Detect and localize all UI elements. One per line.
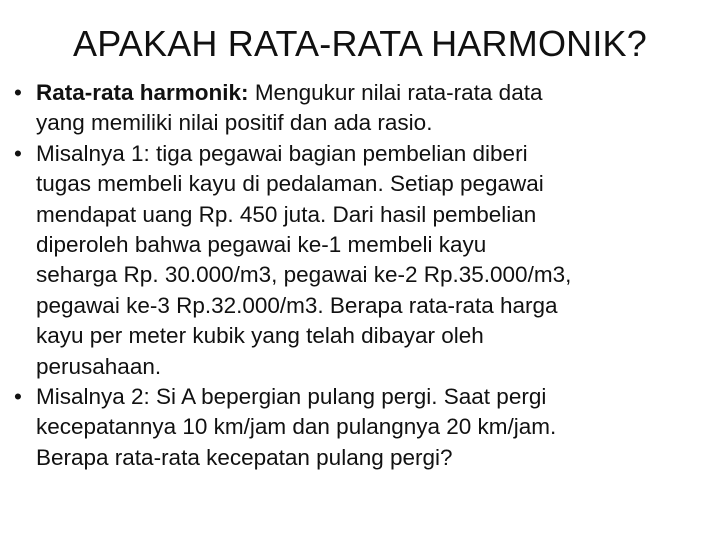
bullet-line (36, 78, 704, 108)
bullet-line: Misalnya 1: tiga pegawai bagian pembelian diberi (36, 140, 528, 166)
bullet-line: Berapa rata-rata kecepatan pulang pergi? (36, 444, 453, 470)
bullet-list (14, 78, 704, 473)
definition-text: Mengukur nilai rata-rata data (248, 80, 543, 105)
bullet-line: pegawai ke-3 Rp.32.000/m3. Berapa rata-rata harga (36, 292, 558, 318)
bullet-point-icon: • (14, 384, 22, 410)
bullet-item-example-1 (14, 139, 704, 382)
slide-title: APAKAH RATA-RATA HARMONIK? (73, 23, 647, 64)
bullet-line: kecepatannya 10 km/jam dan pulangnya 20 km/jam. (36, 414, 557, 440)
bullet-line: seharga Rp. 30.000/m3, pegawai ke-2 Rp.35.000/m3, (36, 262, 572, 288)
bullet-line: mendapat uang Rp. 450 juta. Dari hasil pembelian (36, 201, 537, 227)
bullet-line: kayu per meter kubik yang telah dibayar oleh (36, 323, 484, 349)
bullet-point-icon: • (14, 140, 22, 166)
bullet-line: Misalnya 2: Si A bepergian pulang pergi. Saat pergi (36, 384, 547, 410)
bullet-point-icon: • (14, 80, 22, 105)
bullet-line: tugas membeli kayu di pedalaman. Setiap pegawai (36, 171, 544, 197)
term-label: Rata-rata harmonik: (36, 80, 249, 105)
bullet-item-example-2 (14, 382, 704, 473)
bullet-line: yang memiliki nilai positif dan ada rasio. (36, 110, 433, 136)
bullet-item-definition (14, 78, 704, 139)
bullet-line: perusahaan. (36, 353, 162, 379)
bullet-line: diperoleh bahwa pegawai ke-1 membeli kayu (36, 232, 487, 258)
